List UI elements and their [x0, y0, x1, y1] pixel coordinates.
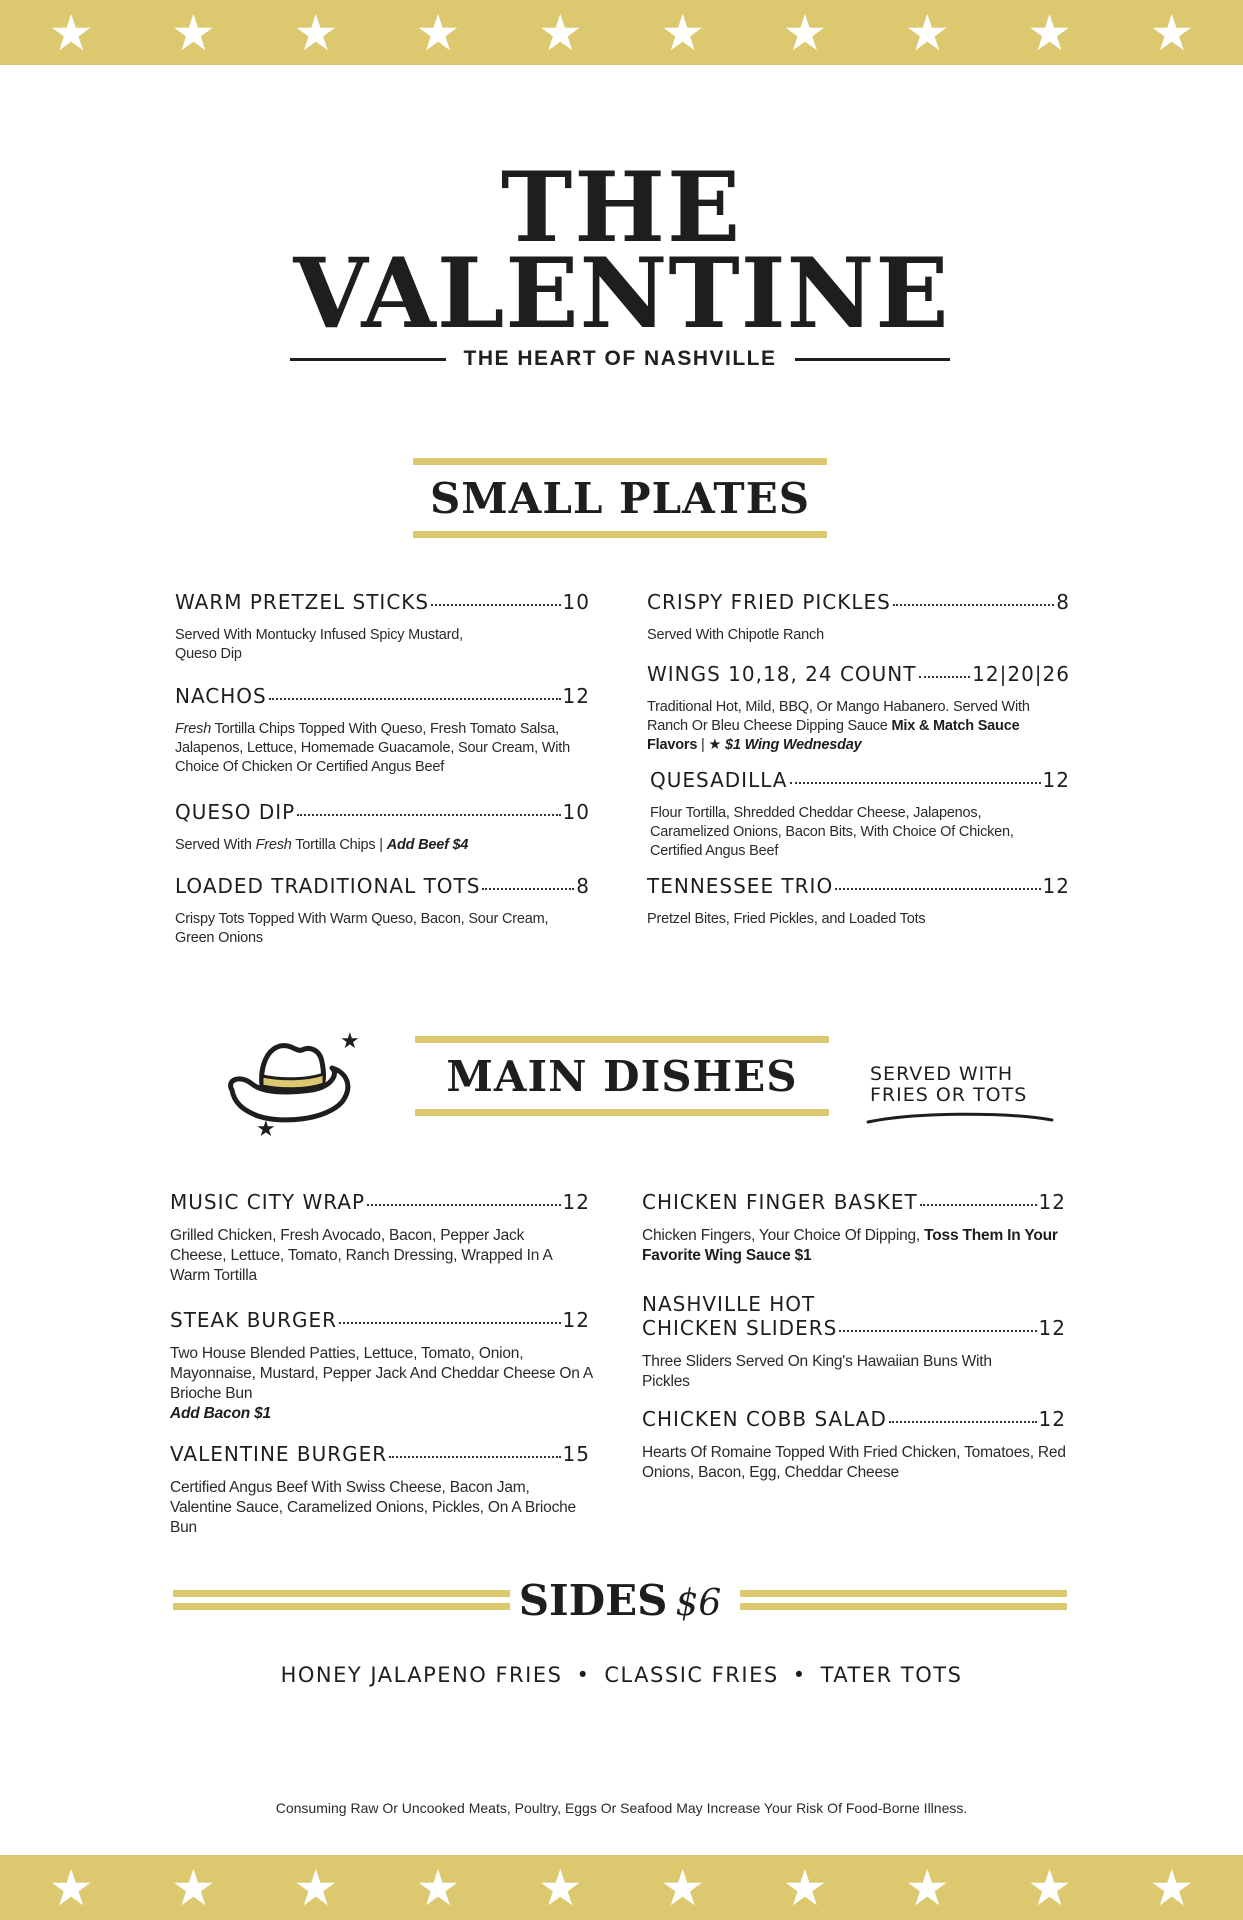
- item-name: CRISPY FRIED PICKLES: [647, 590, 891, 614]
- leader-dots: [835, 888, 1040, 890]
- item-description: Grilled Chicken, Fresh Avocado, Bacon, Pepper Jack Cheese, Lettuce, Tomato, Ranch Dressing, Wrapped In A Warm Tortilla: [170, 1227, 552, 1284]
- item-name: MUSIC CITY WRAP: [170, 1190, 366, 1214]
- leader-dots: [297, 814, 560, 816]
- cowboy-hat-icon: [222, 1028, 372, 1138]
- section-title: MAIN DISHES: [446, 1051, 798, 1101]
- note-line: FRIES OR TOTS: [870, 1084, 1028, 1106]
- item-price: 12: [1042, 768, 1070, 792]
- menu-item: [175, 800, 590, 855]
- star-icon: ★: [782, 4, 828, 61]
- side-item: TATER TOTS: [820, 1663, 963, 1687]
- item-description: [175, 836, 590, 855]
- menu-item: [170, 1308, 593, 1424]
- tagline-row: [290, 344, 950, 374]
- item-name: QUESADILLA: [650, 768, 788, 792]
- sides-bars-right: [740, 1590, 1067, 1612]
- item-name: TENNESSEE TRIO: [647, 874, 834, 898]
- item-name: LOADED TRADITIONAL TOTS: [175, 874, 481, 898]
- section-heading-main-dishes: [415, 1036, 829, 1116]
- section-title: SMALL PLATES: [429, 473, 811, 523]
- item-price: 12: [562, 684, 590, 708]
- leader-dots: [367, 1204, 560, 1206]
- menu-item: [647, 662, 1070, 755]
- item-description: Hearts Of Romaine Topped With Fried Chicken, Tomatoes, Red Onions, Bacon, Egg, Cheddar Cheese: [642, 1444, 1066, 1481]
- item-description: [170, 1344, 595, 1424]
- item-description: [642, 1226, 1072, 1266]
- menu-item: [175, 684, 590, 777]
- description-bold: Toss Them In Your Favorite Wing Sauce $1: [642, 1227, 1058, 1264]
- star-icon: ★: [415, 4, 461, 61]
- star-icon: ★: [904, 4, 950, 61]
- section-heading-small-plates: [413, 458, 827, 538]
- menu-item: [642, 1292, 1066, 1392]
- side-item: CLASSIC FRIES: [604, 1663, 779, 1687]
- item-description: Three Sliders Served On King's Hawaiian Buns With Pickles: [642, 1353, 992, 1390]
- item-price: 12: [1038, 1190, 1066, 1214]
- menu-item: [647, 590, 1070, 645]
- leader-dots: [889, 1421, 1037, 1423]
- item-price: 10: [562, 800, 590, 824]
- menu-item: [647, 874, 1070, 929]
- sides-title: [515, 1576, 725, 1625]
- menu-item: [175, 590, 590, 664]
- star-icon: ★: [48, 1859, 94, 1916]
- note-underline: [866, 1110, 1056, 1126]
- star-icon: ★: [537, 4, 583, 61]
- separator-dot: •: [576, 1663, 591, 1687]
- item-name: QUESO DIP: [175, 800, 296, 824]
- menu-item: [170, 1442, 590, 1538]
- food-safety-disclaimer: Consuming Raw Or Uncooked Meats, Poultry, Eggs Or Seafood May Increase Your Risk Of Food-Borne Illness.: [275, 1800, 968, 1816]
- item-price: 12: [1038, 1407, 1066, 1431]
- item-price: 8: [576, 874, 590, 898]
- add-on-text: Add Beef $4: [386, 837, 469, 853]
- item-description: [175, 720, 600, 777]
- emphasis: Fresh: [175, 721, 212, 737]
- menu-item: [642, 1190, 1066, 1266]
- leader-dots: [269, 698, 561, 700]
- description-text: Tortilla Chips |: [291, 837, 387, 853]
- leader-dots: [893, 604, 1054, 606]
- item-name: CHICKEN COBB SALAD: [642, 1407, 887, 1431]
- top-star-band: [0, 0, 1243, 65]
- item-price: 12: [1038, 1316, 1066, 1340]
- star-icon: ★: [293, 1859, 339, 1916]
- item-name: WINGS 10,18, 24 COUNT: [647, 662, 917, 686]
- sides-list: [0, 1663, 1243, 1687]
- leader-dots: [790, 782, 1041, 784]
- star-icon: ★: [293, 4, 339, 61]
- item-name: VALENTINE BURGER: [170, 1442, 388, 1466]
- star-icon: ★: [904, 1859, 950, 1916]
- star-icon: ★: [782, 1859, 828, 1916]
- svg-text:★: ★: [256, 1117, 276, 1138]
- served-with-note: [870, 1064, 1060, 1106]
- star-icon: ★: [48, 4, 94, 61]
- leader-dots: [920, 1204, 1037, 1206]
- item-name: STEAK BURGER: [170, 1308, 337, 1332]
- sides-title-text: SIDES: [518, 1576, 668, 1625]
- item-price: 12: [562, 1308, 590, 1332]
- item-price: 10: [562, 590, 590, 614]
- item-description: Served With Chipotle Ranch: [647, 627, 824, 643]
- sides-price: $6: [675, 1583, 722, 1624]
- item-name: NACHOS: [175, 684, 267, 708]
- star-icon: ★: [171, 1859, 216, 1916]
- divider: [290, 358, 446, 361]
- star-icon: ★: [537, 1859, 583, 1916]
- item-name: CHICKEN FINGER BASKET: [642, 1190, 918, 1214]
- star-icon: ★: [660, 4, 706, 61]
- item-name: CHICKEN SLIDERS: [642, 1316, 838, 1340]
- divider: [795, 358, 951, 361]
- brand-title-line1: THE: [500, 151, 743, 264]
- item-price: 12|20|26: [972, 662, 1070, 686]
- description-text: Served With: [175, 837, 256, 853]
- item-description: Pretzel Bites, Fried Pickles, and Loaded Tots: [647, 911, 926, 927]
- item-name-line1: NASHVILLE HOT: [642, 1292, 816, 1316]
- star-icon: ★: [171, 4, 216, 61]
- bottom-star-band: [0, 1855, 1243, 1920]
- item-description: Flour Tortilla, Shredded Cheddar Cheese, Jalapenos, Caramelized Onions, Bacon Bits, With Choice Of Chicken, Certified Angus Beef: [650, 805, 1014, 859]
- side-item: HONEY JALAPENO FRIES: [280, 1663, 563, 1687]
- description-text: Chicken Fingers, Your Choice Of Dipping,: [642, 1227, 925, 1244]
- star-icon: ★: [1149, 4, 1195, 61]
- star-icon: ★: [1027, 4, 1072, 61]
- menu-item: [170, 1190, 590, 1286]
- promo-text: ★ $1 Wing Wednesday: [708, 737, 862, 753]
- add-on-text: Add Bacon $1: [170, 1405, 271, 1422]
- description-text: Tortilla Chips Topped With Queso, Fresh Tomato Salsa, Jalapenos, Lettuce, Homemade Guacamole, Sour Cream, With Choice Of Chicken Or Certified Angus Beef: [175, 721, 570, 775]
- item-price: 8: [1056, 590, 1070, 614]
- star-icon: ★: [415, 1859, 461, 1916]
- menu-item: [175, 874, 590, 948]
- item-description: Certified Angus Beef With Swiss Cheese, Bacon Jam, Valentine Sauce, Caramelized Onions, Pickles, On A Brioche Bun: [170, 1479, 576, 1536]
- leader-dots: [389, 1456, 560, 1458]
- item-price: 12: [562, 1190, 590, 1214]
- svg-text:★: ★: [340, 1029, 360, 1054]
- description-text: Two House Blended Patties, Lettuce, Tomato, Onion, Mayonnaise, Mustard, Pepper Jack And Cheddar Cheese On A Brioche Bun: [170, 1345, 593, 1402]
- item-price: 12: [1042, 874, 1070, 898]
- item-description: Served With Montucky Infused Spicy Mustard, Queso Dip: [175, 627, 463, 662]
- note-line: SERVED WITH: [870, 1063, 1014, 1085]
- item-description: [647, 698, 1067, 755]
- brand-title-line2: VALENTINE: [293, 237, 950, 350]
- menu-item: [642, 1407, 1066, 1483]
- description-text: |: [697, 737, 709, 753]
- description-text: Traditional Hot, Mild, BBQ, Or Mango Habanero. Served With Ranch Or Bleu Cheese Dipping Sauce: [647, 699, 1030, 734]
- star-icon: ★: [1149, 1859, 1195, 1916]
- leader-dots: [339, 1322, 561, 1324]
- leader-dots: [839, 1330, 1036, 1332]
- item-price: 15: [562, 1442, 590, 1466]
- star-icon: ★: [660, 1859, 706, 1916]
- emphasis: Fresh: [255, 837, 292, 853]
- leader-dots: [919, 676, 971, 678]
- sides-heading: [170, 1576, 1070, 1625]
- star-icon: ★: [1027, 1859, 1072, 1916]
- separator-dot: •: [792, 1663, 807, 1687]
- sides-bars-left: [173, 1590, 510, 1612]
- item-name: WARM PRETZEL STICKS: [175, 590, 430, 614]
- description-bold: Mix & Match Sauce Flavors: [647, 718, 1020, 753]
- leader-dots: [482, 888, 574, 890]
- menu-item: [650, 768, 1070, 861]
- item-description: Crispy Tots Topped With Warm Queso, Bacon, Sour Cream, Green Onions: [175, 911, 549, 946]
- leader-dots: [431, 604, 560, 606]
- tagline: THE HEART OF NASHVILLE: [463, 347, 777, 370]
